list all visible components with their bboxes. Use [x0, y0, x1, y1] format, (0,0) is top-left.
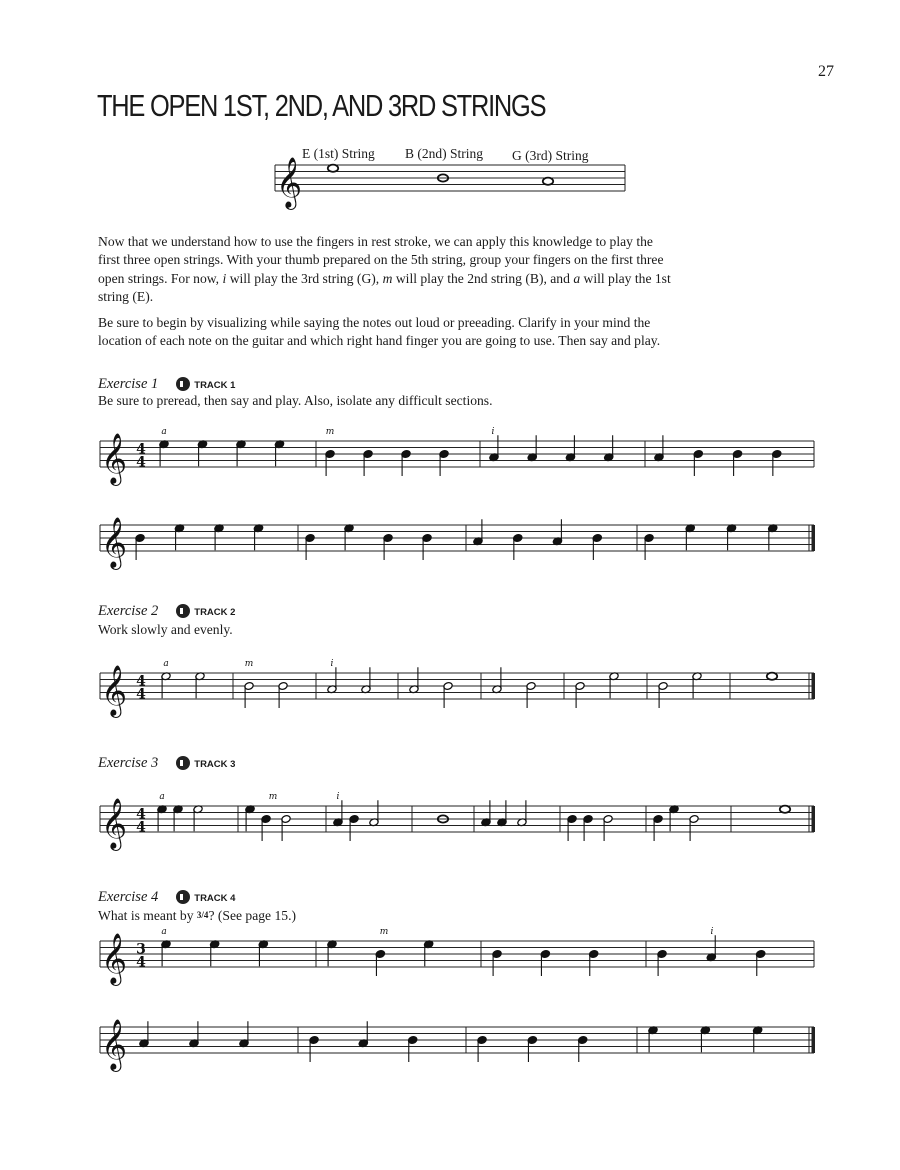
exercise-1-title: Exercise 1 — [98, 376, 159, 392]
final-barline-thick — [812, 673, 816, 699]
fingering-i: i — [336, 792, 340, 802]
treble-clef: 𝄞 — [276, 157, 303, 208]
time-signature-bottom: 4 — [136, 454, 146, 471]
whole-note — [543, 178, 553, 185]
time-signature-top: 4 — [136, 673, 146, 690]
string-label-g: G (3rd) String — [512, 148, 589, 163]
string-label-e: E (1st) String — [302, 146, 375, 161]
fingering-i: i — [330, 659, 334, 669]
fingering-a: a — [161, 427, 167, 437]
fingering-a: a — [163, 659, 169, 669]
string-label-b: B (2nd) String — [405, 146, 484, 161]
time-signature-top: 3 — [136, 941, 146, 958]
fingering-m: m — [244, 659, 254, 669]
time-signature-bottom: 4 — [136, 819, 146, 836]
exercise-2-title: Exercise 2 — [98, 603, 159, 619]
whole-note — [767, 673, 777, 680]
fingering-a: a — [161, 927, 167, 937]
fingering-i: i — [491, 427, 495, 437]
exercise-2-track: TRACK 2 — [194, 607, 236, 618]
page-title: THE OPEN 1ST, 2ND, AND 3RD STRINGS — [97, 88, 546, 123]
treble-clef: 𝄞 — [101, 517, 128, 568]
exercise-1-instruction: Be sure to preread, then say and play. Also, isolate any difficult sections. — [98, 393, 493, 408]
intro-paragraph: Now that we understand how to use the fingers in rest stroke, we can apply this knowledge to play the first three open strings. With your thumb prepared on the 5th string, group your fingers on the first three open strings. For now, i will play the 3rd string (G), m will play the 2nd string (B), and a will play the 1st string (E). — [98, 234, 671, 304]
exercise-4-instruction: What is meant by 3/4? (See page 15.) — [98, 908, 297, 923]
fingering-m: m — [379, 927, 389, 937]
fingering-a: a — [159, 792, 165, 802]
treble-clef: 𝄞 — [101, 1019, 128, 1070]
time-signature-bottom: 4 — [136, 686, 146, 703]
treble-clef: 𝄞 — [101, 433, 128, 484]
final-barline-thick — [812, 1027, 816, 1053]
fingering-i: i — [710, 927, 714, 937]
exercise-4-track: TRACK 4 — [194, 893, 236, 904]
page-number: 27 — [818, 63, 834, 80]
exercise-3-title: Exercise 3 — [98, 755, 159, 771]
whole-note — [780, 806, 790, 813]
treble-clef: 𝄞 — [101, 933, 128, 984]
time-signature-top: 4 — [136, 806, 146, 823]
time-signature-top: 4 — [136, 441, 146, 458]
whole-note — [328, 165, 338, 172]
fingering-m: m — [268, 792, 278, 802]
exercise-3-track: TRACK 3 — [194, 759, 236, 770]
exercise-2-instruction: Work slowly and evenly. — [98, 622, 233, 637]
visualize-paragraph: Be sure to begin by visualizing while saying the notes out loud or preeading. Clarify in your mind the location of each note on the guitar and which right hand finger you are going to use. Then say and play. — [98, 315, 661, 349]
final-barline-thick — [812, 525, 816, 551]
treble-clef: 𝄞 — [101, 798, 128, 849]
exercise-1-track: TRACK 1 — [194, 380, 236, 391]
fingering-m: m — [325, 427, 335, 437]
time-signature-bottom: 4 — [136, 954, 146, 971]
inline-time-signature: 3/4 — [196, 910, 209, 920]
treble-clef: 𝄞 — [101, 665, 128, 716]
exercise-4-title: Exercise 4 — [98, 889, 159, 905]
final-barline-thick — [812, 806, 816, 832]
